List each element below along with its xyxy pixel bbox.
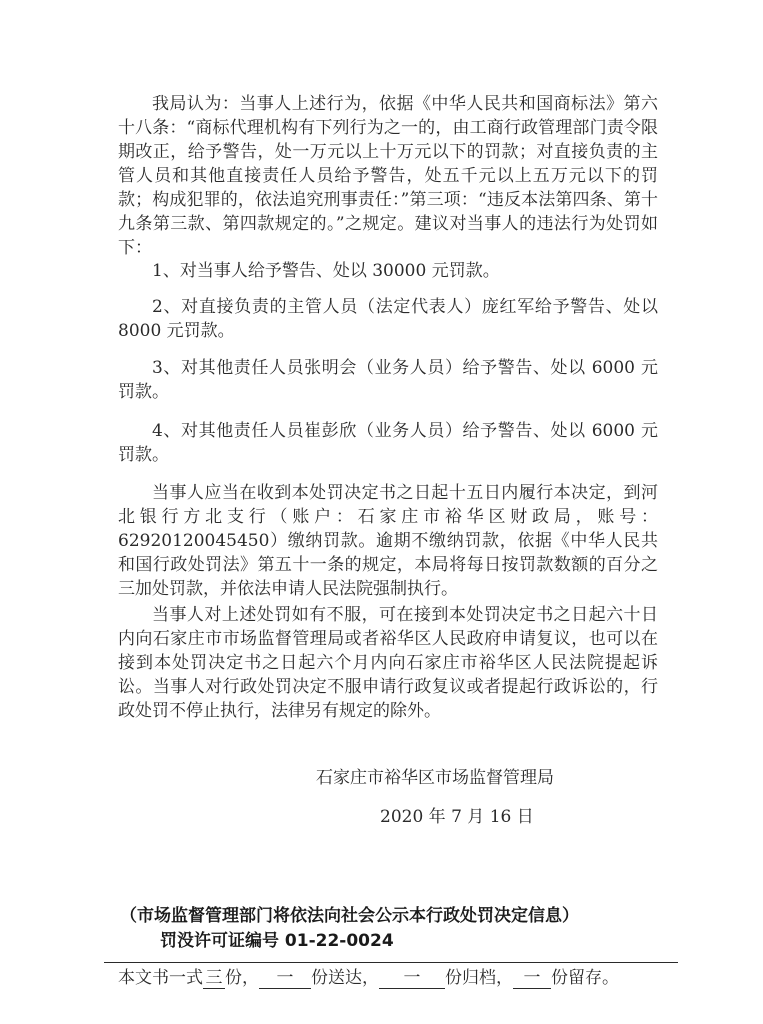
copies-filed-blank: 一	[379, 968, 445, 989]
penalty-item-4: 4、对其他责任人员崔彭欣（业务人员）给予警告、处以 6000 元罚款。	[118, 421, 658, 465]
penalty-item-3: 3、对其他责任人员张明会（业务人员）给予警告、处以 6000 元罚款。	[118, 358, 658, 402]
copies-sent-suffix: 份送达，	[311, 968, 379, 988]
penalty-item-1: 1、对当事人给予警告、处以 30000 元罚款。	[152, 261, 500, 281]
copies-prefix: 本文书一式	[118, 968, 203, 988]
issue-date: 2020 年 7 月 16 日	[380, 807, 534, 827]
payment-instructions-paragraph: 当事人应当在收到本处罚决定书之日起十五日内履行本决定，到河北银行方北支行（账户：石家庄市裕华区财政局，账号：62920120045450）缴纳罚款。逾期不缴纳罚款，依据《中华人民共和国行政处罚法》第五十一条的规定，本局将每日按罚款数额的百分之三加处罚款，并依法申请人民法院强制执行。	[118, 483, 658, 599]
footer-divider	[104, 962, 678, 963]
copies-statement	[118, 966, 619, 990]
copies-kept-blank: 一	[513, 968, 551, 989]
copies-total-blank: 三	[203, 968, 225, 989]
copies-sent-blank: 一	[259, 968, 311, 989]
copies-kept-suffix: 份留存。	[551, 968, 619, 988]
issuing-organization: 石家庄市裕华区市场监督管理局	[316, 768, 554, 788]
copies-total-suffix: 份，	[225, 968, 259, 988]
decision-basis-paragraph: 我局认为：当事人上述行为，依据《中华人民共和国商标法》第六十八条：“商标代理机构有下列行为之一的，由工商行政管理部门责令限期改正，给予警告，处一万元以上十万元以下的罚款；对直接负责的主管人员和其他直接责任人员给予警告，处五千元以上五万元以下的罚款；构成犯罪的，依法追究刑事责任：”第三项：“违反本法第四条、第十九条第三款、第四款规定的。”之规定。建议对当事人的违法行为处罚如下：	[118, 94, 658, 258]
copies-filed-suffix: 份归档，	[445, 968, 513, 988]
permit-number: 罚没许可证编号 01-22-0024	[160, 931, 394, 951]
public-notice: （市场监督管理部门将依法向社会公示本行政处罚决定信息）	[120, 906, 579, 926]
penalty-item-2: 2、对直接负责的主管人员（法定代表人）庞红军给予警告、处以 8000 元罚款。	[118, 297, 658, 341]
appeal-rights-paragraph: 当事人对上述处罚如有不服，可在接到本处罚决定书之日起六十日内向石家庄市市场监督管理局或者裕华区人民政府申请复议，也可以在接到本处罚决定书之日起六个月内向石家庄市裕华区人民法院提起诉讼。当事人对行政处罚决定不服申请行政复议或者提起行政诉讼的，行政处罚不停止执行，法律另有规定的除外。	[118, 605, 658, 721]
